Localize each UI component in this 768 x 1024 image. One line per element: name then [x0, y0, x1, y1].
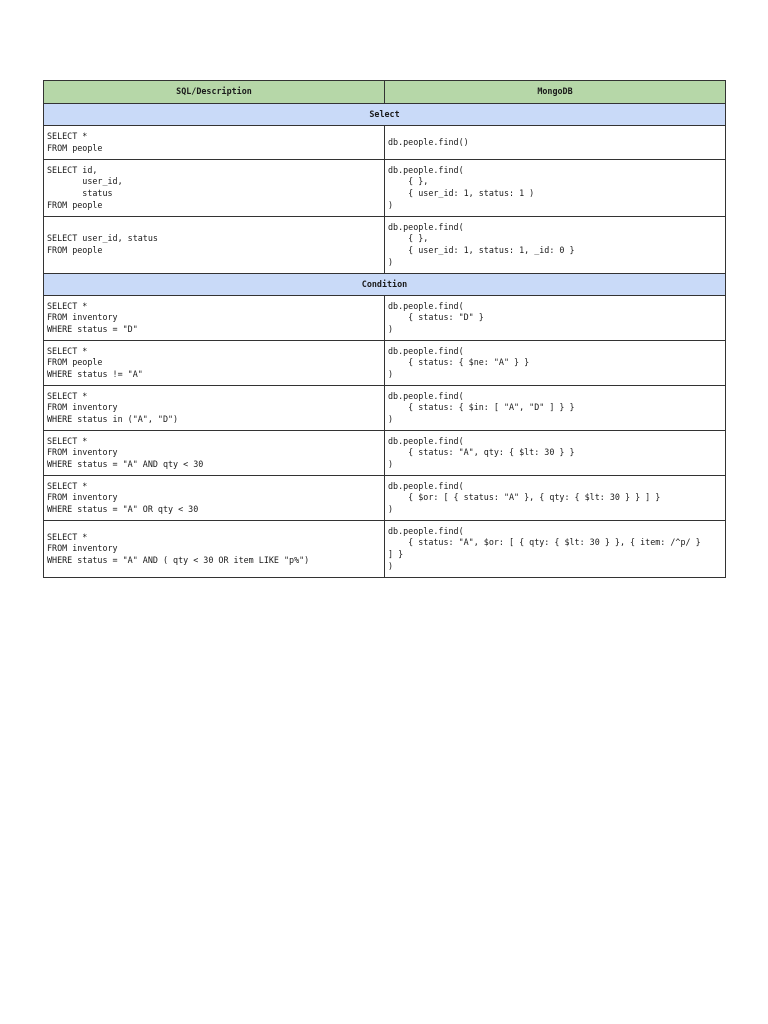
section-row-select: [44, 104, 726, 126]
table-row: [44, 431, 726, 476]
section-row-condition: [44, 274, 726, 296]
mongo-cell: db.people.find( { $or: [ { status: "A" }, { qty: { $lt: 30 } } ] } ): [385, 476, 726, 521]
sql-cell: SELECT * FROM people: [44, 126, 385, 160]
mongo-cell: db.people.find( { status: "A", $or: [ { qty: { $lt: 30 } }, { item: /^p/ } ] } ): [385, 521, 726, 578]
table-row: [44, 160, 726, 217]
section-title: Condition: [44, 274, 726, 296]
header-mongodb: MongoDB: [385, 81, 726, 104]
mongo-cell: db.people.find( { status: { $ne: "A" } } ): [385, 341, 726, 386]
table-row: [44, 296, 726, 341]
table-row: [44, 476, 726, 521]
mongo-cell: db.people.find( { status: { $in: [ "A", "D" ] } } ): [385, 386, 726, 431]
sql-cell: SELECT id, user_id, status FROM people: [44, 160, 385, 217]
table-header-row: [44, 81, 726, 104]
section-title: Select: [44, 104, 726, 126]
mongo-cell: db.people.find( { }, { user_id: 1, status: 1, _id: 0 } ): [385, 217, 726, 274]
table-row: [44, 126, 726, 160]
sql-cell: SELECT * FROM people WHERE status != "A": [44, 341, 385, 386]
mongo-cell: db.people.find( { status: "D" } ): [385, 296, 726, 341]
sql-cell: SELECT * FROM inventory WHERE status = "A" AND qty < 30: [44, 431, 385, 476]
sql-cell: SELECT * FROM inventory WHERE status = "A" AND ( qty < 30 OR item LIKE "p%"): [44, 521, 385, 578]
sql-cell: SELECT * FROM inventory WHERE status = "D": [44, 296, 385, 341]
sql-cell: SELECT user_id, status FROM people: [44, 217, 385, 274]
header-sql-description: SQL/Description: [44, 81, 385, 104]
sql-cell: SELECT * FROM inventory WHERE status = "A" OR qty < 30: [44, 476, 385, 521]
sql-cell: SELECT * FROM inventory WHERE status in ("A", "D"): [44, 386, 385, 431]
sql-mongodb-comparison-table: [43, 80, 726, 578]
table-row: [44, 341, 726, 386]
mongo-cell: db.people.find( { status: "A", qty: { $lt: 30 } } ): [385, 431, 726, 476]
table-row: [44, 217, 726, 274]
mongo-cell: db.people.find(): [385, 126, 726, 160]
table-row: [44, 521, 726, 578]
mongo-cell: db.people.find( { }, { user_id: 1, status: 1 ) ): [385, 160, 726, 217]
table-row: [44, 386, 726, 431]
